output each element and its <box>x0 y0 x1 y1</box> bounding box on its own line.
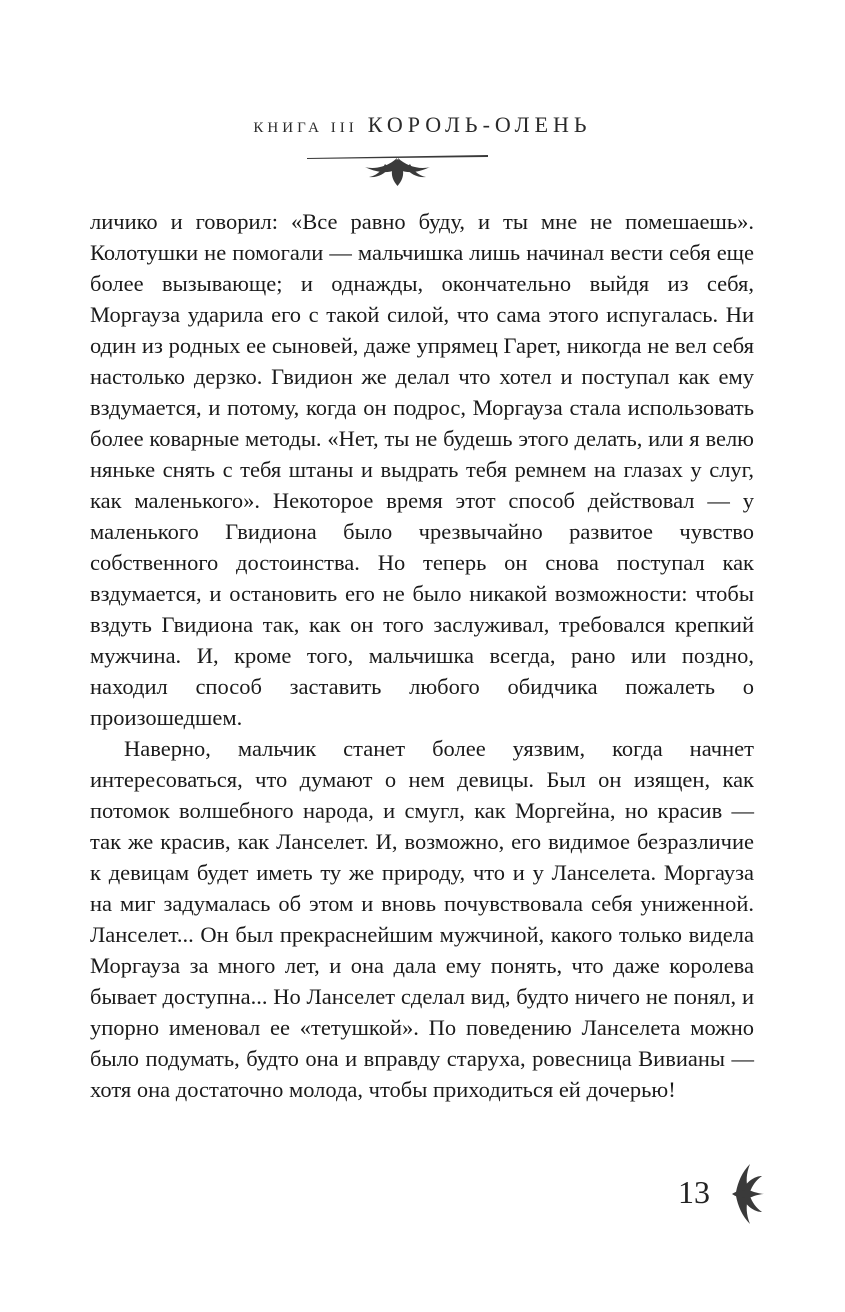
leaf-ornament-icon <box>728 1162 766 1226</box>
book-title: КОРОЛЬ-ОЛЕНЬ <box>367 112 592 137</box>
running-head <box>0 112 845 138</box>
text-block <box>90 206 754 1105</box>
page-number: 13 <box>678 1174 710 1210</box>
fleuron-ornament-icon <box>305 150 490 190</box>
paragraph: личико и говорил: «Все равно буду, и ты мне не помешаешь». Колотушки не помогали — мальчишка лишь начинал вести себя еще более вызывающе; и однажды, окончательно выйдя из себя, Моргауза ударила его с такой силой, что сама этого испугалась. Ни один из родных ее сыновей, даже упрямец Гарет, никогда не вел себя настолько дерзко. Гвидион же делал что хотел и поступал как ему вздумается, и потому, когда он подрос, Моргауза стала использовать более коварные методы. «Нет, ты не будешь этого делать, или я велю няньке снять с тебя штаны и выдрать тебя ремнем на глазах у слуг, как маленького». Некоторое время этот способ действовал — у маленького Гвидиона было чрезвычайно развитое чувство собственного достоинства. Но теперь он снова поступал как вздумается, и остановить его не было никакой возможности: чтобы вздуть Гвидиона так, как он того заслуживал, требовался крепкий мужчина. И, кроме того, мальчишка всегда, рано или поздно, находил способ заставить любого обидчика пожалеть о произошедшем. <box>90 209 754 730</box>
book-label: КНИГА III <box>253 120 358 136</box>
paragraph: Наверно, мальчик станет более уязвим, когда начнет интересоваться, что думают о нем девицы. Был он изящен, как потомок волшебного народа, и смугл, как Моргейна, но красив — так же красив, как Ланселет. И, возможно, его видимое безразличие к девицам будет иметь ту же природу, что и у Ланселета. Моргауза на миг задумалась об этом и вновь почувствовала себя униженной. Ланселет... Он был прекраснейшим мужчиной, какого только видела Моргауза за много лет, и она дала ему понять, что даже королева бывает доступна... Но Ланселет сделал вид, будто ничего не понял, и упорно именовал ее «тетушкой». По поведению Ланселета можно было подумать, будто она и вправду старуха, ровесница Вивианы — хотя она достаточно молода, чтобы приходиться ей дочерью! <box>90 736 754 1102</box>
